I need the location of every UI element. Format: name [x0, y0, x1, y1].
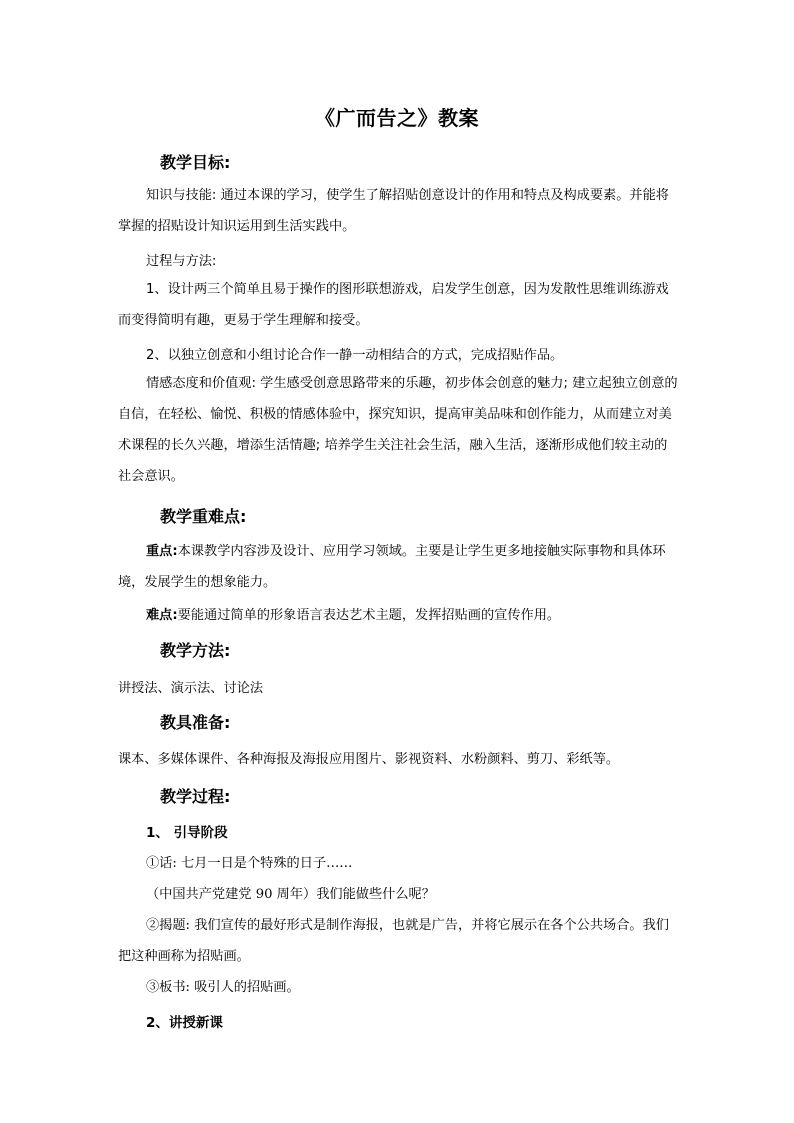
- process-item-1: 1、设计两三个简单且易于操作的图形联想游戏，启发学生创意，因为发散性思维训练游戏而变得简明有趣，更易于学生理解和接受。: [118, 282, 669, 328]
- methods-heading: 教学方法:: [160, 641, 231, 660]
- difficult-point-text: 要能通过简单的形象语言表达艺术主题，发挥招贴画的宣传作用。: [177, 608, 561, 623]
- emotion-paragraph: 情感态度和价值观: 学生感受创意思路带来的乐趣，初步体会创意的魅力; 建立起独立创意的自信，在轻松、愉悦、积极的情感体验中，探究知识，提高审美品味和创作能力，从而建立对美术课程的长久兴趣，增添生活情趣; 培养学生关注社会生活，融入生活，逐渐形成他们较主动的社会意识。: [118, 376, 678, 484]
- process-label: 过程与方法:: [146, 254, 217, 269]
- objectives-heading: 教学目标:: [160, 153, 231, 172]
- process-heading: 教学过程:: [160, 787, 231, 806]
- methods-text: 讲授法、演示法、讨论法: [118, 681, 264, 696]
- tools-heading: 教具准备:: [160, 713, 231, 732]
- knowledge-paragraph: 知识与技能: 通过本课的学习，使学生了解招贴创意设计的作用和特点及构成要素。并能将掌握的招贴设计知识运用到生活实践中。: [118, 188, 669, 234]
- key-point-label: 重点:: [146, 544, 178, 559]
- key-point-paragraph: [118, 536, 678, 598]
- key-point-text: 本课教学内容涉及设计、应用学习领域。主要是让学生更多地接触实际事物和具体环境，发展学生的想象能力。: [118, 544, 666, 590]
- process-item-board: ③板书: 吸引人的招贴画。: [146, 980, 300, 995]
- difficult-point-line: [146, 604, 706, 623]
- step-2-heading: 2、讲授新课: [146, 1015, 223, 1031]
- process-item-reveal: ②揭题: 我们宣传的最好形式是制作海报，也就是广告，并将它展示在各个公共场合。我们把这种画称为招贴画。: [118, 918, 669, 964]
- document-title: 《广而告之》教案: [315, 106, 479, 130]
- key-points-heading: 教学重难点:: [160, 507, 247, 526]
- difficult-point-label: 难点:: [146, 608, 178, 623]
- tools-text: 课本、多媒体课件、各种海报及海报应用图片、影视资料、水粉颜料、剪刀、彩纸等。: [118, 752, 620, 767]
- process-item-2: 2、以独立创意和小组讨论合作一静一动相结合的方式，完成招贴作品。: [146, 348, 564, 363]
- process-item-talk: ①话: 七月一日是个特殊的日子……: [146, 856, 353, 871]
- process-item-talk-answer: （中国共产党建党 90 周年）我们能做些什么呢？: [146, 887, 435, 902]
- step-1-heading: 1、 引导阶段: [146, 825, 228, 841]
